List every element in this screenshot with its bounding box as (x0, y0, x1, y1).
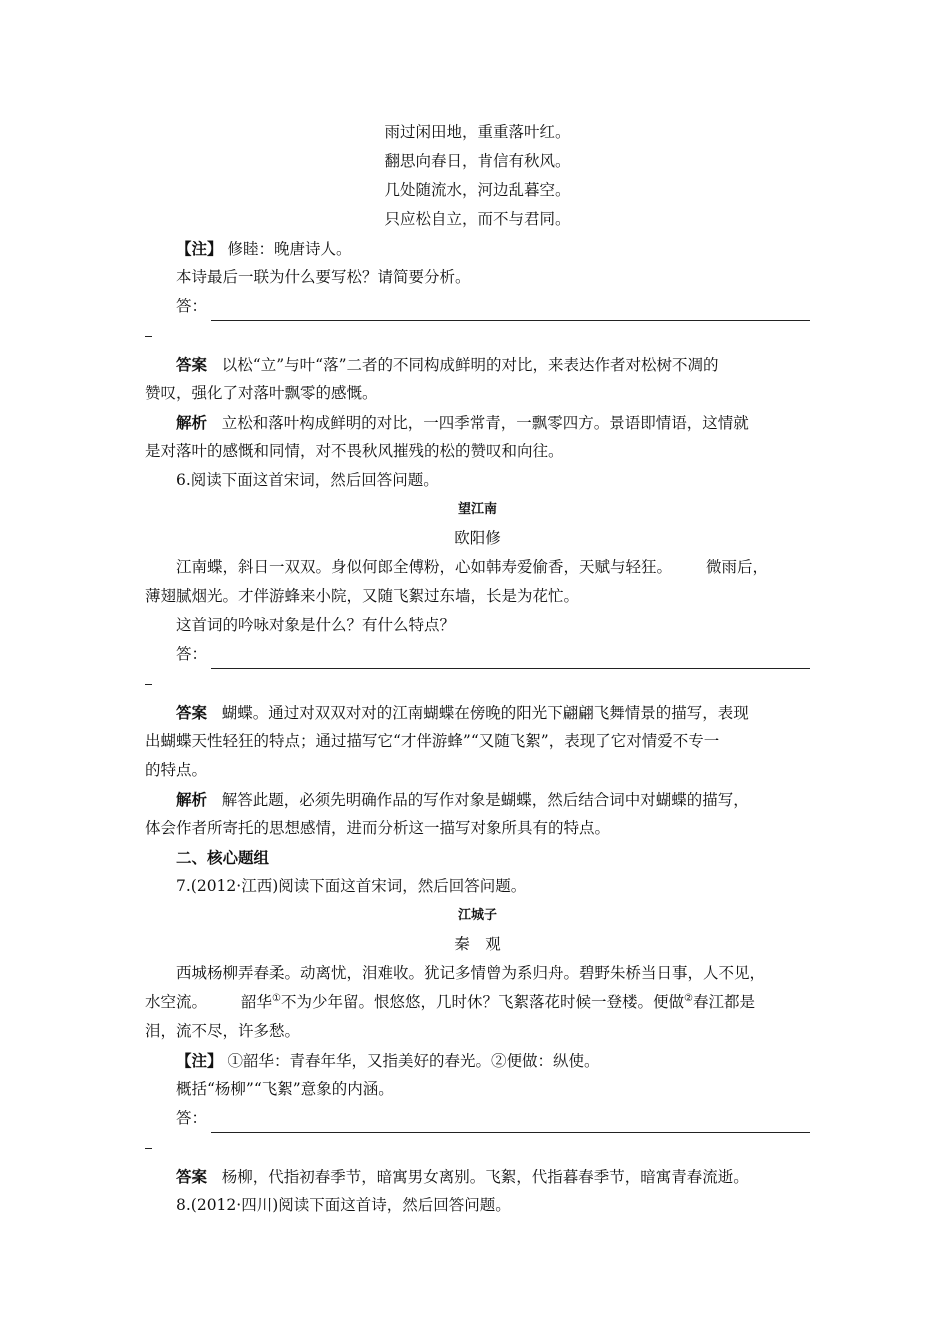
answer (145, 350, 810, 379)
question-prompt: 6.阅读下面这首宋词，然后回答问题。 (176, 471, 439, 489)
poem-author: 秦 观 (454, 935, 501, 953)
poem-text (145, 553, 810, 582)
poem-line: 雨过闲田地，重重落叶红。 (384, 123, 571, 141)
poem-line: 只应松自立，而不与君同。 (384, 210, 571, 228)
answer (145, 1162, 810, 1191)
analysis-text: 立松和落叶构成鲜明的对比，一四季常青，一飘零四方。景语即情语，这情就 (221, 414, 749, 432)
answer-text: 杨柳，代指初春季节，暗寓男女离别。飞絮，代指暮春季节，暗寓青春流逝。 (221, 1168, 749, 1186)
answer-prompt: 答： (176, 297, 208, 315)
poem-text-cont: 泪，流不尽，许多愁。 (145, 1022, 301, 1040)
poem-text-part: 微雨后， (706, 558, 769, 576)
question-prompt: 8.(2012·四川)阅读下面这首诗，然后回答问题。 (176, 1196, 511, 1214)
answer-continuation (145, 1133, 810, 1162)
analysis-text-cont: 体会作者所寄托的思想感情，进而分析这一描写对象所具有的特点。 (145, 819, 611, 837)
note-text: ①韶华：青春年华，又指美好的春光。②便做：纵使。 (227, 1052, 600, 1070)
answer-line[interactable] (211, 301, 810, 321)
answer-continuation (145, 321, 810, 350)
analysis-text-cont: 是对落叶的感慨和同情，对不畏秋风摧残的松的赞叹和向往。 (145, 442, 564, 460)
analysis (145, 408, 810, 437)
answer-text-cont: 赞叹，强化了对落叶飘零的感慨。 (145, 384, 378, 402)
note-label: 【注】 (176, 1051, 223, 1070)
question: 本诗最后一联为什么要写松？请简要分析。 (176, 268, 471, 286)
analysis-label: 解析 (176, 790, 208, 809)
poem-line: 几处随流水，河边乱暮空。 (384, 181, 571, 199)
answer-text: 蝴蝶。通过对双双对对的江南蝴蝶在傍晚的阳光下翩翩飞舞情景的描写，表现 (221, 704, 749, 722)
poem-text-part: 水空流。 (145, 993, 208, 1011)
answer-field[interactable] (145, 292, 810, 321)
analysis-text: 解答此题，必须先明确作品的写作对象是蝴蝶，然后结合词中对蝴蝶的描写， (221, 791, 749, 809)
answer-prompt: 答： (176, 645, 208, 663)
note (145, 1046, 810, 1075)
question: 概括“杨柳”“飞絮”意象的内涵。 (176, 1080, 394, 1098)
poem-text-part: 春江都是 (692, 993, 755, 1011)
answer-label: 答案 (176, 1167, 208, 1186)
analysis (145, 785, 810, 814)
note-text: 修睦：晚唐诗人。 (227, 240, 352, 258)
poem-title: 江城子 (457, 908, 497, 923)
footnote-marker: ② (684, 992, 693, 1004)
answer-text: 以松“立”与叶“落”二者的不同构成鲜明的对比，来表达作者对松树不凋的 (221, 356, 719, 374)
poem-author: 欧阳修 (454, 529, 501, 547)
answer-prompt: 答： (176, 1109, 208, 1127)
answer-line[interactable] (211, 1113, 810, 1133)
answer (145, 698, 810, 727)
answer-text-cont: 出蝴蝶天性轻狂的特点；通过描写它“才伴游蜂”“又随飞絮”，表现了它对情爱不专一 (145, 732, 720, 750)
note (145, 234, 810, 263)
poem-text-part: 韶华 (241, 993, 273, 1011)
poem-text-part: 不为少年留。恨悠悠，几时休？飞絮落花时候一登楼。便做 (281, 993, 685, 1011)
answer-continuation (145, 669, 810, 698)
analysis-label: 解析 (176, 413, 208, 432)
answer-field[interactable] (145, 640, 810, 669)
poem-text-cont (145, 988, 810, 1017)
document-body (145, 118, 810, 1220)
poem-text: 西城杨柳弄春柔。动离忧，泪难收。犹记多情曾为系归舟。碧野朱桥当日事，人不见， (176, 964, 766, 982)
answer-label: 答案 (176, 355, 208, 374)
poem-line: 翻思向春日，肯信有秋风。 (384, 152, 571, 170)
question-prompt: 7.(2012·江西)阅读下面这首宋词，然后回答问题。 (176, 877, 527, 895)
poem-text-cont: 薄翅腻烟光。才伴游蜂来小院，又随飞絮过东墙，长是为花忙。 (145, 587, 580, 605)
poem-title: 望江南 (457, 502, 497, 517)
answer-line[interactable] (211, 649, 810, 669)
answer-field[interactable] (145, 1104, 810, 1133)
answer-label: 答案 (176, 703, 208, 722)
section-heading: 二、核心题组 (176, 848, 270, 867)
question: 这首词的吟咏对象是什么？有什么特点？ (176, 616, 456, 634)
footnote-marker: ① (272, 992, 281, 1004)
answer-text-cont: 的特点。 (145, 761, 208, 779)
note-label: 【注】 (176, 239, 223, 258)
poem-text-part: 江南蝶，斜日一双双。身似何郎全傅粉，心如韩寿爱偷香，天赋与轻狂。 (176, 558, 673, 576)
